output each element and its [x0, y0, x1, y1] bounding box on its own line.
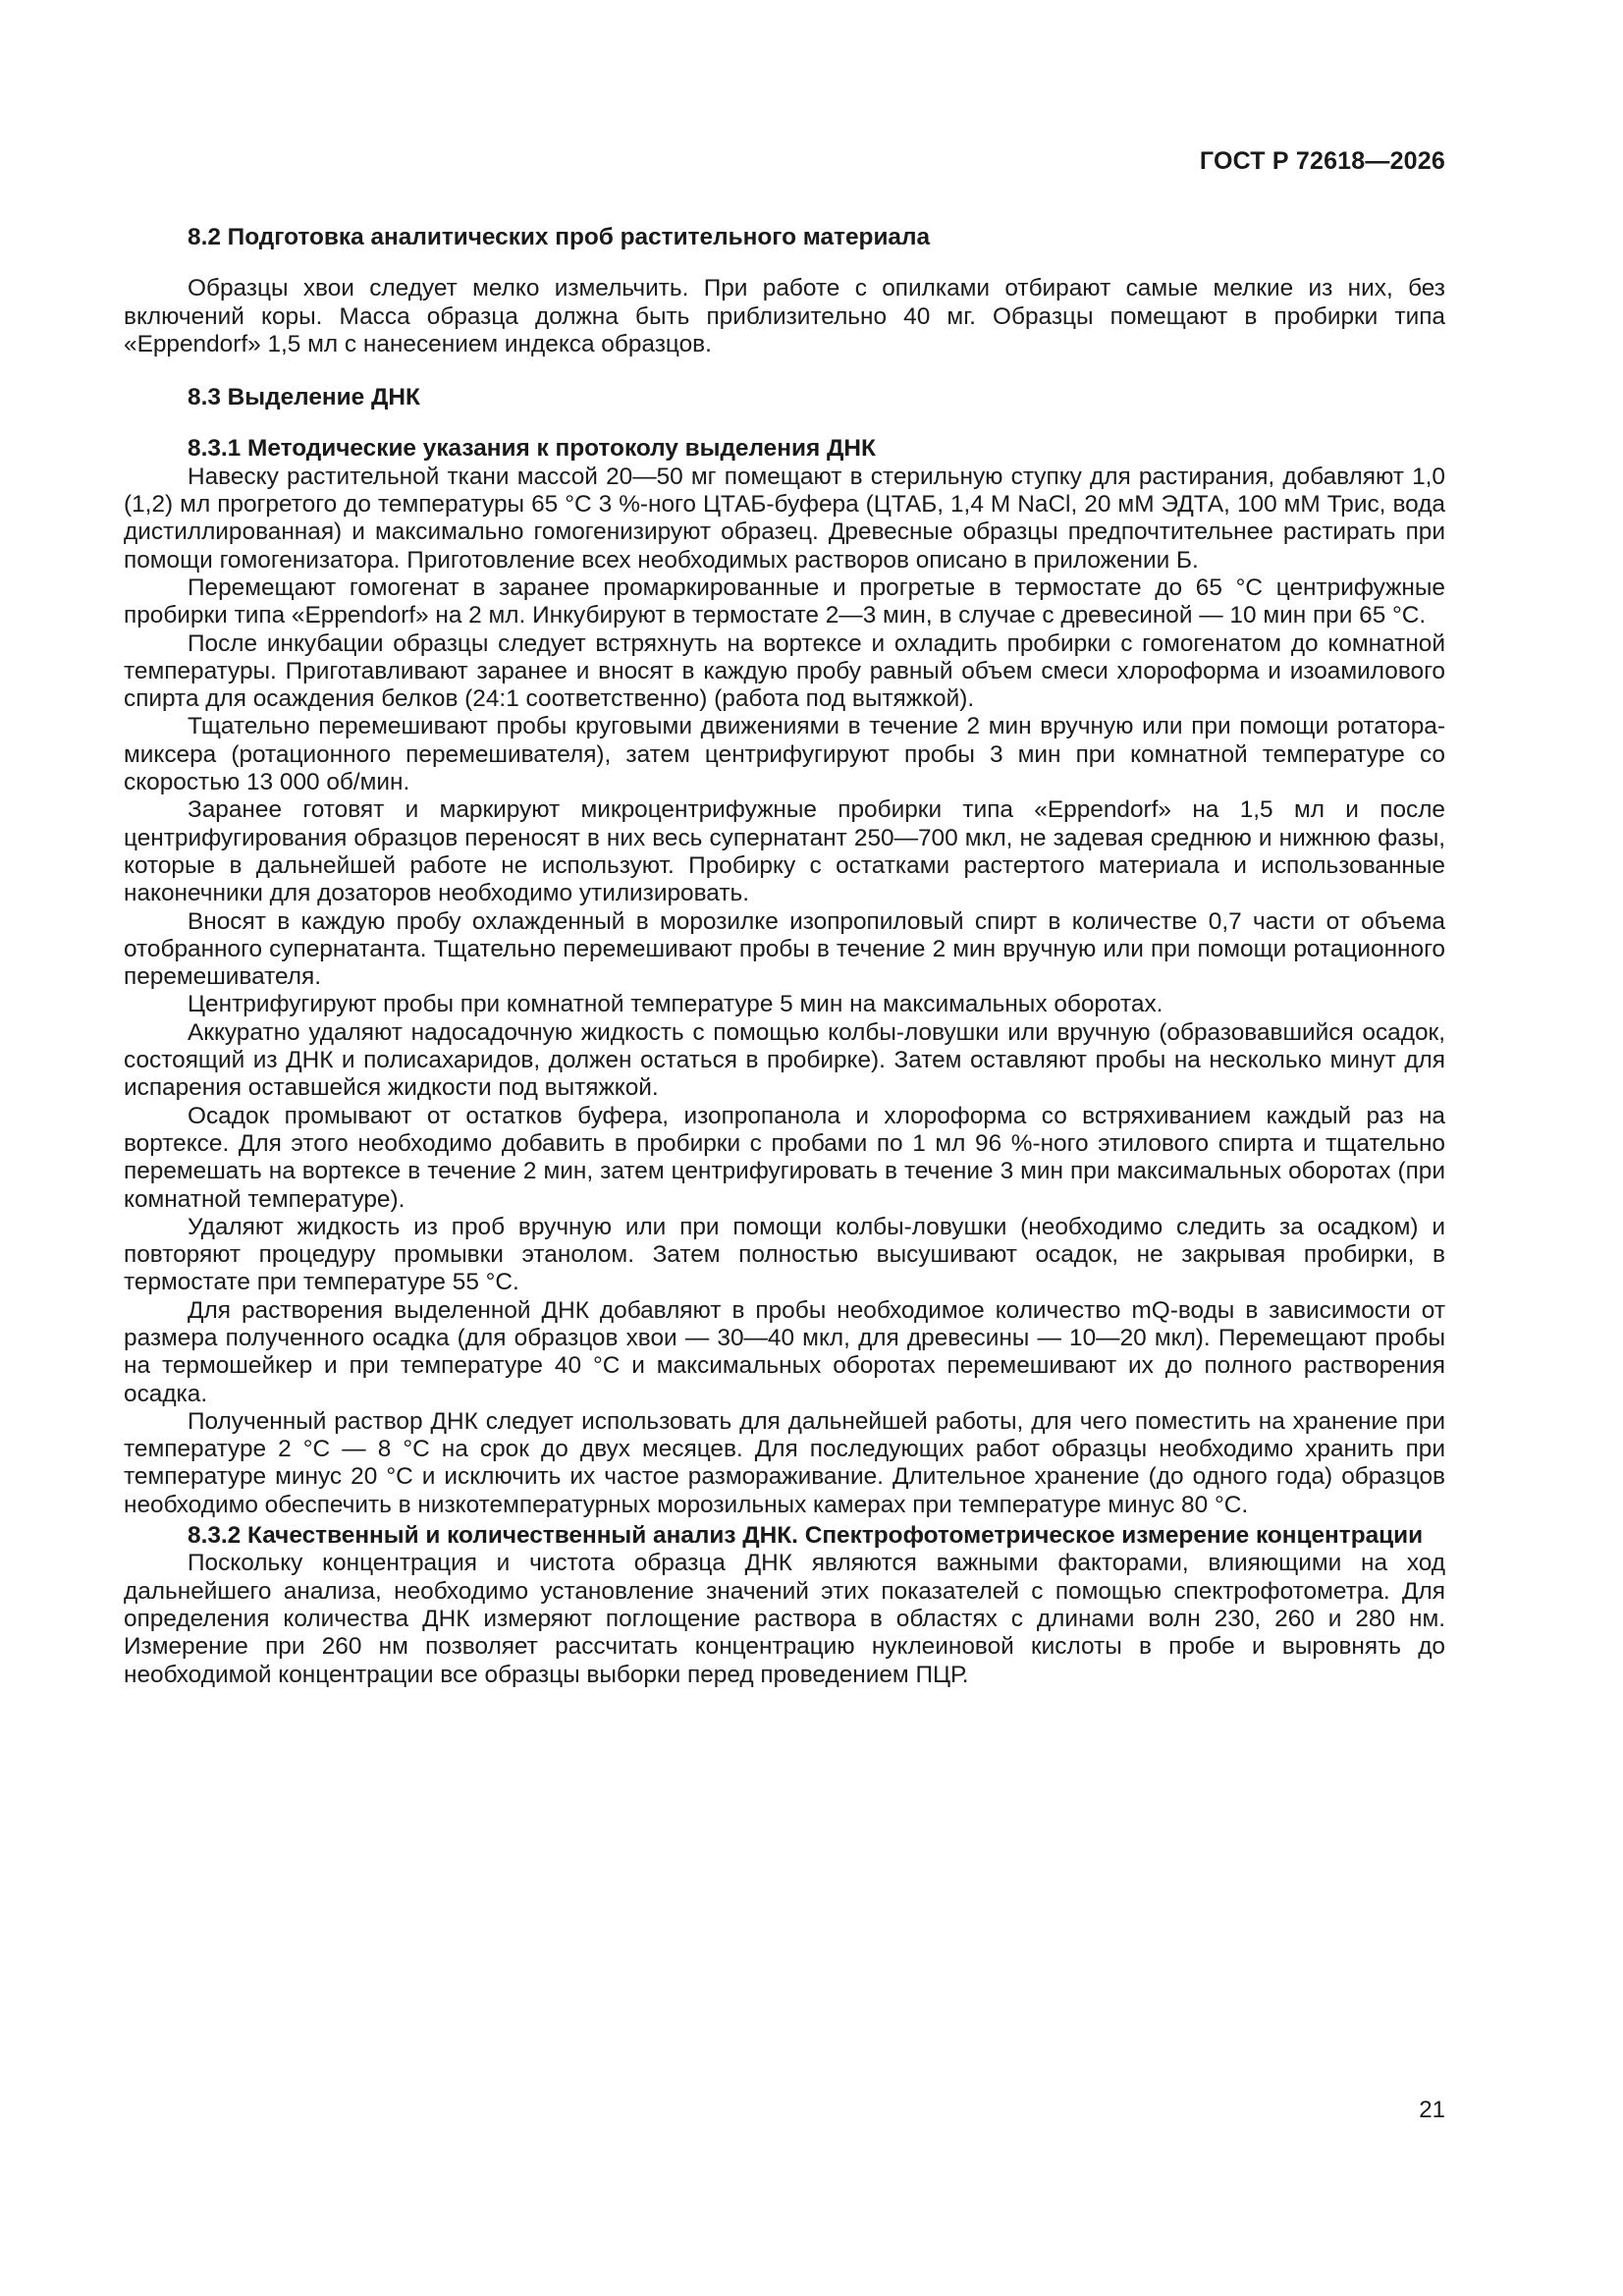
- document-page: [124, 0, 1445, 2296]
- paragraph: Полученный раствор ДНК следует использовать для дальнейшей работы, для чего поместить на хранение при температуре 2 °С — 8 °С на срок до двух месяцев. Для последующих работ образцы необходимо хранить при температуре минус 20 °С и исключить их частое размораживание. Длительное хранение (до одного года) образцов необходимо обеспечить в низкотемпературных морозильных камерах при температуре минус 80 °С.: [124, 1407, 1445, 1518]
- document-body: [124, 224, 1445, 1689]
- section-8-3-1-heading: 8.3.1 Методические указания к протоколу выделения ДНК: [188, 435, 876, 463]
- section-8-3-heading: 8.3 Выделение ДНК: [188, 384, 420, 411]
- page-number: 21: [1419, 2097, 1445, 2123]
- paragraph: Поскольку концентрация и чистота образца ДНК являются важными факторами, влияющими на ход дальнейшего анализа, необходимо установление значений этих показателей с помощью спектрофотометра. Для определения количества ДНК измеряют поглощение раствора в областях с длинами волн 230, 260 и 280 нм. Измерение при 260 нм позволяет рассчитать концентрацию нуклеиновой кислоты в пробе и выровнять до необходимой концентрации все образцы выборки перед проведением ПЦР.: [124, 1550, 1445, 1688]
- paragraph: Перемещают гомогенат в заранее промаркированные и прогретые в термостате до 65 °С центрифужные пробирки типа «Eppendorf» на 2 мл. Инкубируют в термостате 2—3 мин, в случае с древесиной — 10 мин при 65 °С.: [124, 574, 1445, 629]
- paragraph: Образцы хвои следует мелко измельчить. При работе с опилками отбирают самые мелкие из них, без включений коры. Масса образца должна быть приблизительно 40 мг. Образцы помещают в пробирки типа «Eppendorf» 1,5 мл с нанесением индекса образцов.: [124, 275, 1445, 357]
- paragraph: Тщательно перемешивают пробы круговыми движениями в течение 2 мин вручную или при помощи ротатора-миксера (ротационного перемешивателя), затем центрифугируют пробы 3 мин при комнатной температуре со скоростью 13 000 об/мин.: [124, 713, 1445, 796]
- paragraph: Аккуратно удаляют надосадочную жидкость с помощью колбы-ловушки или вручную (образовавшийся осадок, состоящий из ДНК и полисахаридов, должен остаться в пробирке). Затем оставляют пробы на несколько минут для испарения оставшейся жидкости под вытяжкой.: [124, 1018, 1445, 1102]
- paragraph: Центрифугируют пробы при комнатной температуре 5 мин на максимальных оборотах.: [188, 991, 1163, 1018]
- paragraph: Заранее готовят и маркируют микроцентрифужные пробирки типа «Eppendorf» на 1,5 мл и после центрифугирования образцов переносят в них весь супернатант 250—700 мкл, не задевая среднюю и нижнюю фазы, которые в дальнейшей работе не используют. Пробирку с остатками растертого материала и использованные наконечники для дозаторов необходимо утилизировать.: [124, 796, 1445, 907]
- paragraph: Навеску растительной ткани массой 20—50 мг помещают в стерильную ступку для растирания, добавляют 1,0 (1,2) мл прогретого до температуры 65 °С 3 %-ного ЦТАБ-буфера (ЦТАБ, 1,4 М NaCl, 20 мМ ЭДТА, 100 мМ Трис, вода дистиллированная) и максимально гомогенизируют образец. Древесные образцы предпочтительнее растирать при помощи гомогенизатора. Приготовление всех необходимых растворов описано в приложении Б.: [124, 463, 1445, 574]
- paragraph: Удаляют жидкость из проб вручную или при помощи колбы-ловушки (необходимо следить за осадком) и повторяют процедуру промывки этанолом. Затем полностью высушивают осадок, не закрывая пробирки, в термостате при температуре 55 °С.: [124, 1213, 1445, 1296]
- document-code-header: ГОСТ Р 72618—2026: [1199, 147, 1445, 175]
- section-8-2-heading: 8.2 Подготовка аналитических проб растительного материала: [188, 224, 931, 250]
- paragraph: После инкубации образцы следует встряхнуть на вортексе и охладить пробирки с гомогенатом до комнатной температуры. Приготавливают заранее и вносят в каждую пробу равный объем смеси хлороформа и изоамилового спирта для осаждения белков (24:1 соответственно) (работа под вытяжкой).: [124, 629, 1445, 713]
- paragraph: Осадок промывают от остатков буфера, изопропанола и хлороформа со встряхиванием каждый раз на вортексе. Для этого необходимо добавить в пробирки с пробами по 1 мл 96 %-ного этилового спирта и тщательно перемешать на вортексе в течение 2 мин, затем центрифугировать в течение 3 мин при максимальных оборотах (при комнатной температуре).: [124, 1102, 1445, 1213]
- paragraph: Для растворения выделенной ДНК добавляют в пробы необходимое количество mQ-воды в зависимости от размера полученного осадка (для образцов хвои — 30—40 мкл, для древесины — 10—20 мкл). Перемещают пробы на термошейкер и при температуре 40 °С и максимальных оборотах перемешивают их до полного растворения осадка.: [124, 1296, 1445, 1407]
- section-8-3-2-heading: 8.3.2 Качественный и количественный анализ ДНК. Спектрофотометрическое измерение концентрации: [188, 1522, 1424, 1550]
- paragraph: Вносят в каждую пробу охлажденный в морозилке изопропиловый спирт в количестве 0,7 части от объема отобранного супернатанта. Тщательно перемешивают пробы в течение 2 мин вручную или при помощи ротационного перемешивателя.: [124, 907, 1445, 991]
